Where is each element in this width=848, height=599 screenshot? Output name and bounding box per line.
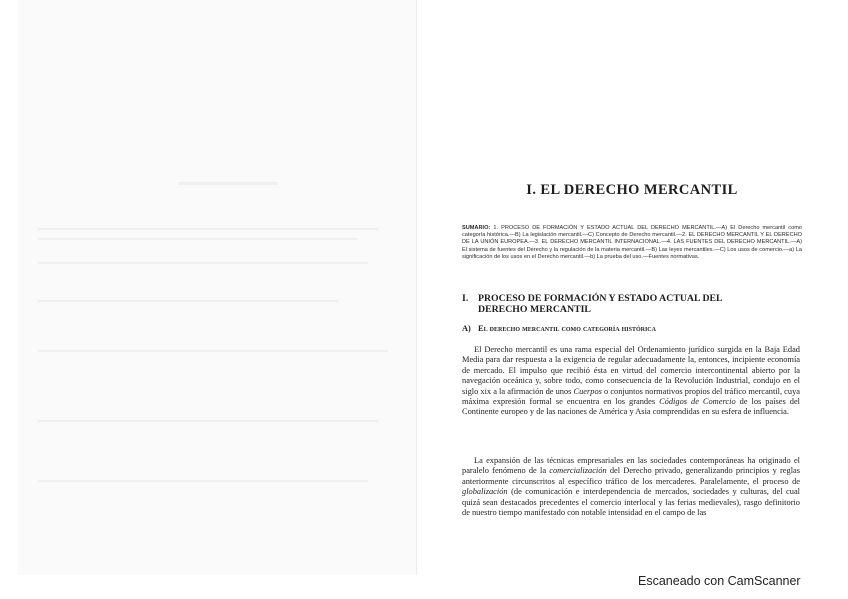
bleed-through-line [38,480,368,482]
summary-label: SUMARIO: [462,225,491,231]
subsection-letter: A) [462,324,471,333]
paragraph-1 [462,345,800,418]
section-number: I. [462,293,469,304]
section-title: PROCESO DE FORMACIÓN Y ESTADO ACTUAL DEL DERECHO MERCANTIL [478,293,723,315]
bleed-through-line [38,420,378,422]
section-heading [462,293,782,315]
bleed-through-line [38,228,378,230]
paragraph-2-text: La expansión de las técnicas empresariales en las sociedades contemporáneas ha originado el paralelo fenómeno de la [462,456,800,476]
paragraph-2-text: (de comunicación e interdependencia de mercados, sociedades y culturas, del cual quizá sean destacados precedentes el comercio interlocal y las ferias medievales), rasgo definitorio de nuestro tiempo manifestado con notable intensidad en el campo de las [462,487,800,518]
summary-text: 1. PROCESO DE FORMACIÓN Y ESTADO ACTUAL DEL DERECHO MERCANTIL.—A) El Derecho mercantil como categoría histórica.—B) La legislación mercantil.—C) Concepto de Derecho mercantil.—2. EL DERECHO MERCANTIL Y EL DERECHO DE LA UNIÓN EUROPEA.—3. EL DERECHO MERCANTIL INTERNACIONAL.—4. LAS FUENTES DEL DERECHO MERCANTIL.—A) El sistema de fuentes del Derecho y la regulación de la materia mercantil.—B) Las leyes mercantiles.—C) Los usos de comercio.—a) La significación de los usos en el Derecho mercantil.—b) La prueba del uso.—Fuentes normativas. [462,225,802,260]
paragraph-1-emphasis: Códigos de Comercio [659,397,736,407]
paragraph-2 [462,456,800,518]
paragraph-1-emphasis: Cuerpos [573,386,602,396]
paragraph-2-emphasis: globalización [462,487,508,497]
left-page-blank [18,0,417,575]
subsection-title: El derecho mercantil como categoría histórica [478,324,656,333]
paragraph-2-emphasis: comercialización [549,466,607,476]
paragraph-2-text: del Derecho privado, generalizando principios y reglas anteriormente circunscritos al específico tráfico de los mercaderes. Paralelamente, el proceso de [462,466,801,486]
camscanner-watermark: Escaneado con CamScanner [638,574,801,588]
paragraph-1-text: El Derecho mercantil es una rama especial del Ordenamiento jurídico surgida en la Baja Edad Media para dar respuesta a la exigencia de regular adecuadamente la, entonces, incipiente economía de mercado. El impulso que recibió ésta en virtud del comercio intercontinental abierto por la navegación oceánica y, sobre todo, como consecuencia de la Revolución Industrial, condujo en el siglo xix a la afirmación de unos [462,345,800,396]
bleed-through-line [178,182,278,185]
bleed-through-line [38,300,338,302]
bleed-through-line [38,262,368,264]
paragraph-1-text: de los países del Continente europeo y de las naciones de América y Asia comprendidas en su esfera de influencia. [462,397,801,417]
subsection-heading [462,324,802,334]
paragraph-1-text: o conjuntos normativos propios del tráfico mercantil, cuya máxima expresión formal se encuentra en los grandes [462,386,800,407]
chapter-summary [462,225,802,261]
bleed-through-line [38,238,358,240]
right-page [424,0,840,575]
chapter-title: I. EL DERECHO MERCANTIL [526,182,738,198]
bleed-through-line [38,350,388,352]
